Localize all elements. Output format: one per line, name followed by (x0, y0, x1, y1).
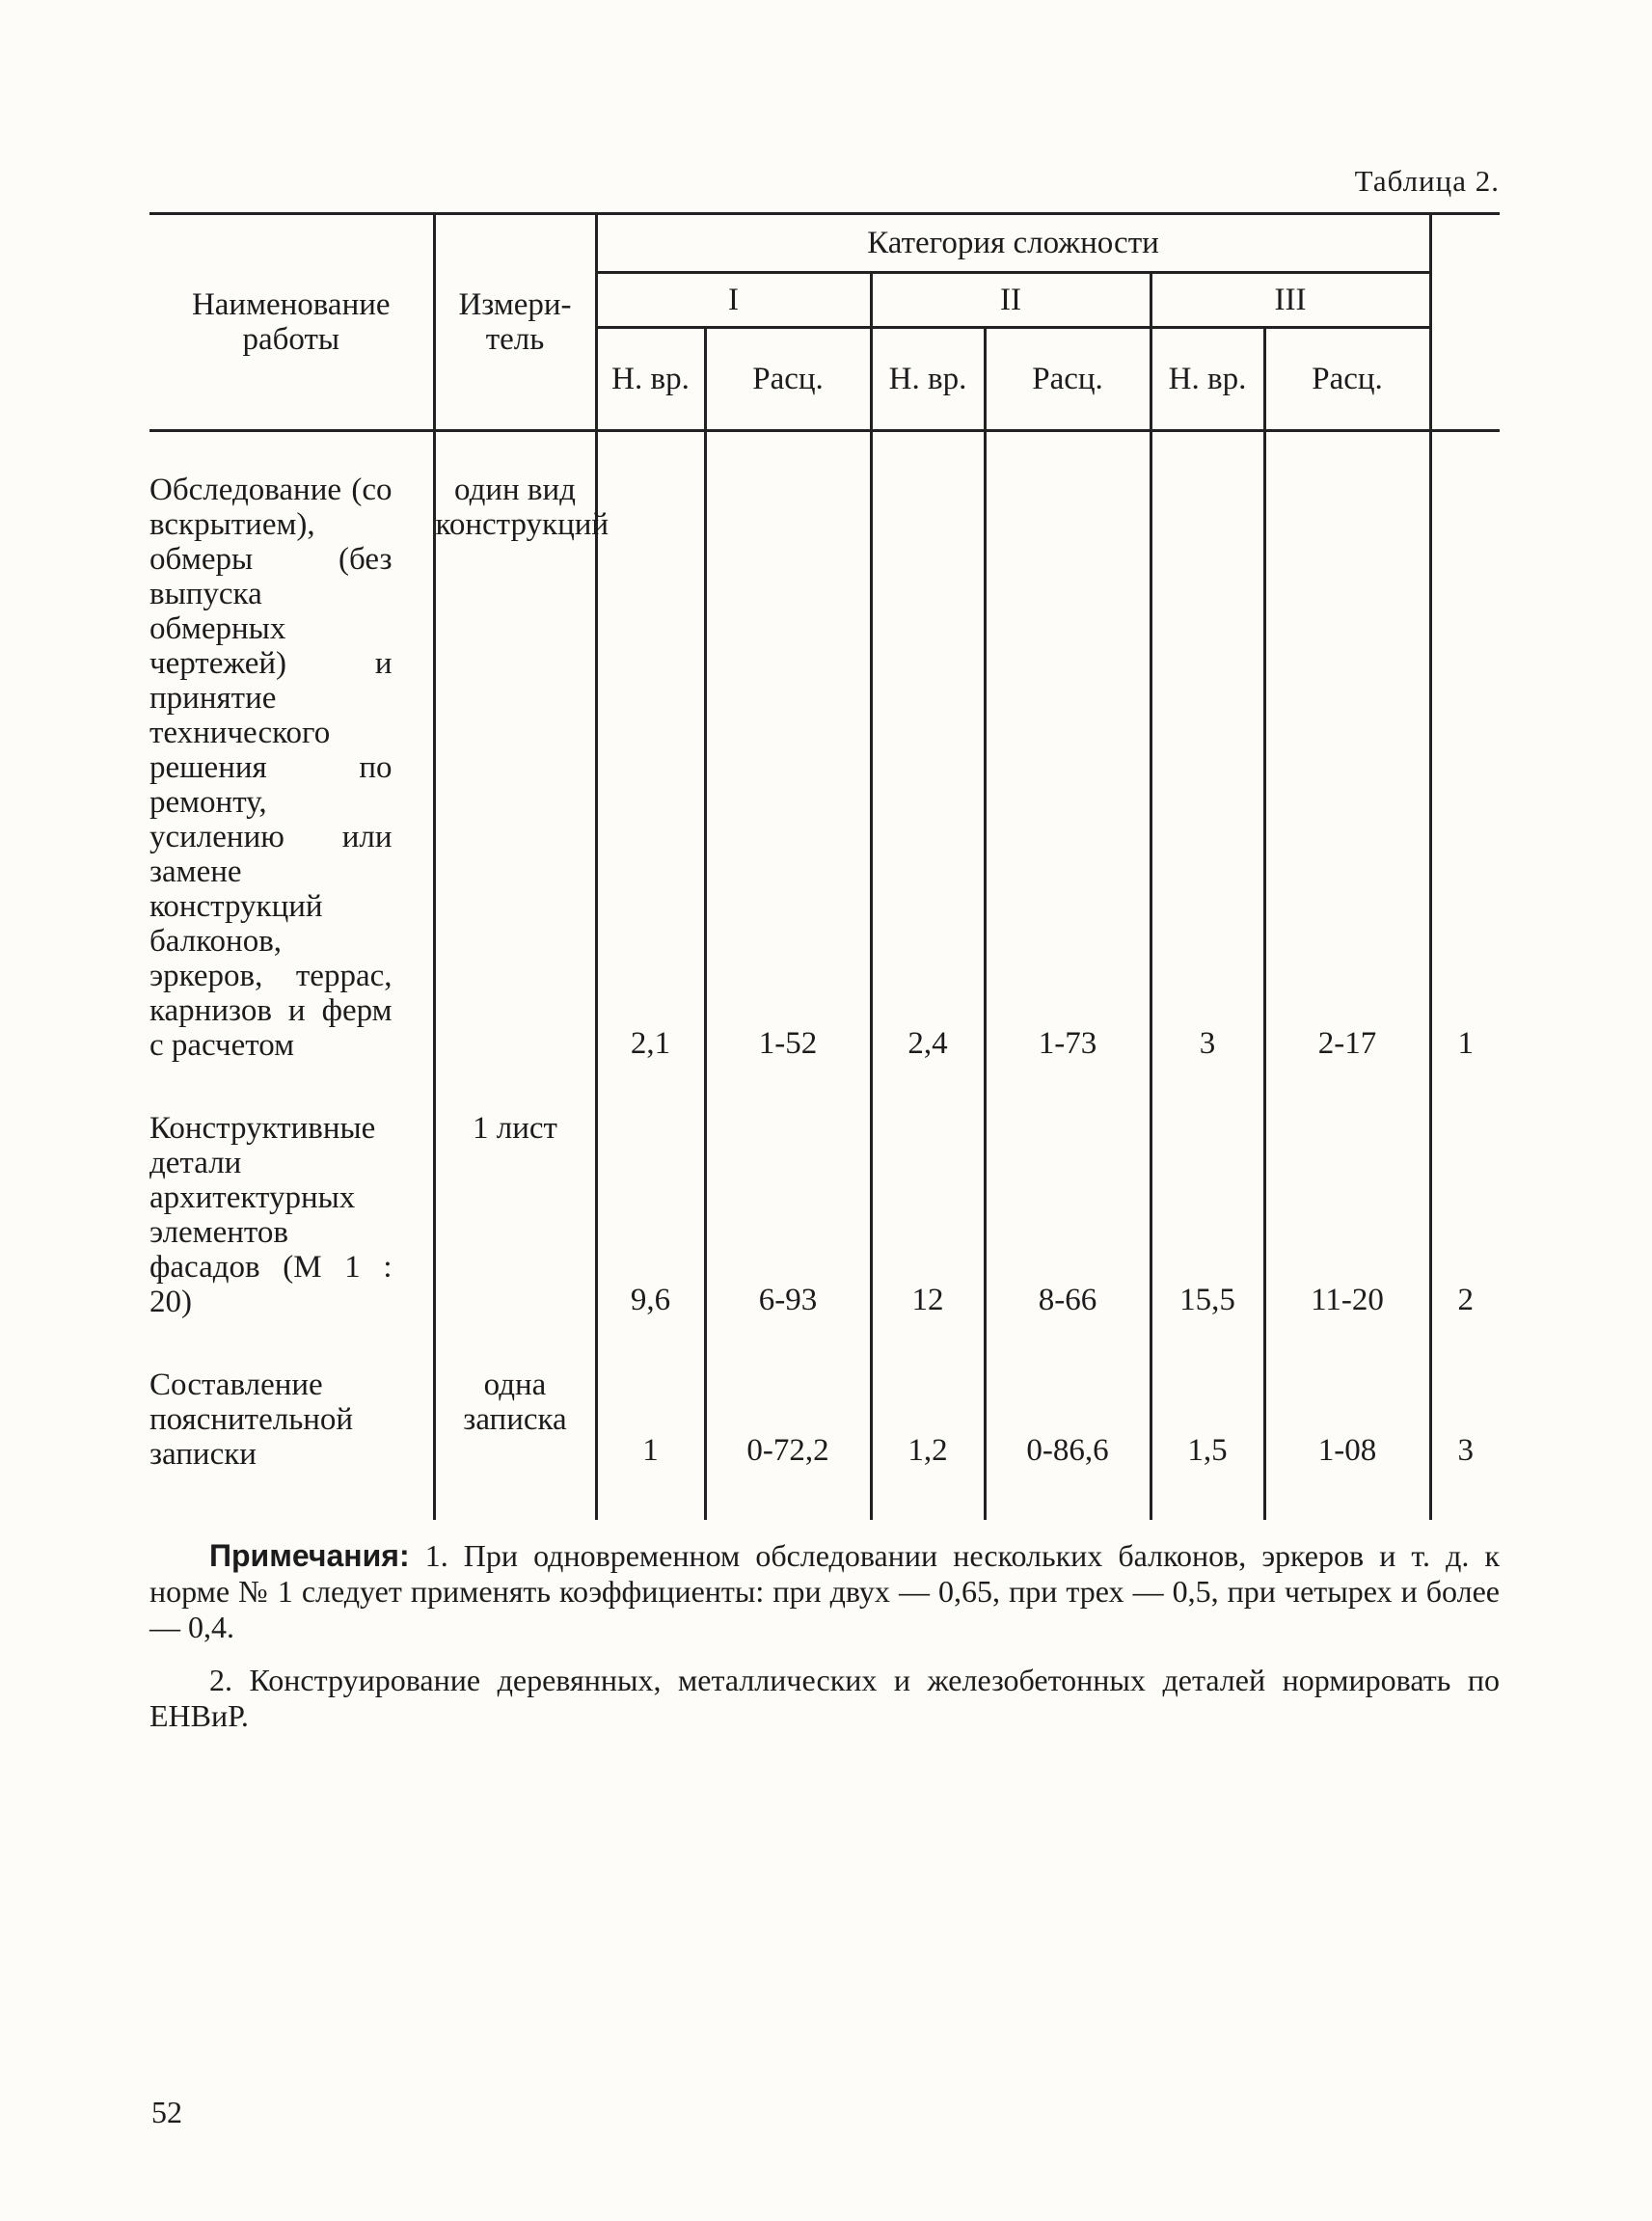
header-i-norm-time: Н. вр. (596, 328, 705, 431)
row-1-iii-norm-time: 3 (1151, 431, 1264, 1064)
note-1-text: 1. При одновременном обследовании нескольких балконов, эркеров и т. д. к норме № 1 следует применять коэффициенты: при двух — 0,65, при трех — 0,5, при четырех и более — 0,4. (149, 1538, 1501, 1644)
row-2-i-rate: 6-93 (705, 1111, 871, 1319)
row-3-ii-rate: 0-86,6 (985, 1368, 1151, 1520)
row-2-ii-rate: 8-66 (985, 1111, 1151, 1319)
row-1-iii-rate: 2-17 (1264, 431, 1430, 1064)
notes-label: Примечания: (209, 1538, 410, 1573)
row-1-unit: один вид конструкций (434, 431, 596, 1064)
table-row (149, 1111, 1500, 1319)
header-iii-norm-time: Н. вр. (1151, 328, 1264, 431)
header-category-ii: II (871, 273, 1151, 328)
header-unit: Измери-тель (434, 214, 596, 431)
header-category: Категория сложности (596, 214, 1430, 273)
row-2-unit: 1 лист (434, 1111, 596, 1319)
header-iii-rate: Расц. (1264, 328, 1430, 431)
row-1-i-rate: 1-52 (705, 431, 871, 1064)
header-ii-rate: Расц. (985, 328, 1151, 431)
row-2-i-norm-time: 9,6 (596, 1111, 705, 1319)
row-2-work-name: Конструктивные детали архитектурных элементов фасадов (М 1 : 20) (149, 1111, 434, 1319)
table-caption: Таблица 2. (1354, 164, 1500, 198)
row-1-ii-norm-time: 2,4 (871, 431, 985, 1064)
row-3-i-norm-time: 1 (596, 1368, 705, 1520)
header-ii-norm-time: Н. вр. (871, 328, 985, 431)
row-2-ii-norm-time: 12 (871, 1111, 985, 1319)
row-3-iii-norm-time: 1,5 (1151, 1368, 1264, 1520)
row-2-number: 2 (1457, 1283, 1475, 1317)
row-2-iii-norm-time: 15,5 (1151, 1111, 1264, 1319)
table-row (149, 431, 1500, 1064)
row-3-iii-rate: 1-08 (1264, 1368, 1430, 1520)
table-notes (149, 1538, 1500, 1751)
row-2-iii-rate: 11-20 (1264, 1111, 1430, 1319)
header-category-iii: III (1151, 273, 1430, 328)
header-work-name: Наименование работы (149, 214, 434, 431)
row-1-i-norm-time: 2,1 (596, 431, 705, 1064)
note-1 (149, 1538, 1500, 1645)
row-3-unit: одна записка (434, 1368, 596, 1520)
row-1-number: 1 (1430, 431, 1500, 1064)
row-1-ii-rate: 1-73 (985, 431, 1151, 1064)
row-3-i-rate: 0-72,2 (705, 1368, 871, 1520)
row-1-work-name: Обследование (со вскрытием), обмеры (без выпуска обмерных чертежей) и принятие технического решения по ремонту, усилению или замене конструкций балконов, эркеров, террас, карнизов и ферм с расчетом (149, 431, 434, 1064)
header-i-rate: Расц. (705, 328, 871, 431)
header-row-number-blank (1430, 214, 1500, 431)
row-3-ii-norm-time: 1,2 (871, 1368, 985, 1520)
page-number: 52 (151, 2095, 182, 2129)
header-category-i: I (596, 273, 871, 328)
note-2: 2. Конструирование деревянных, металлических и железобетонных деталей нормировать по ЕНВиР. (149, 1663, 1500, 1733)
work-norms-table (149, 212, 1500, 1520)
table-row (149, 1368, 1500, 1520)
row-3-work-name: Составление пояснительной записки (149, 1368, 434, 1520)
row-3-number: 3 (1457, 1433, 1475, 1468)
